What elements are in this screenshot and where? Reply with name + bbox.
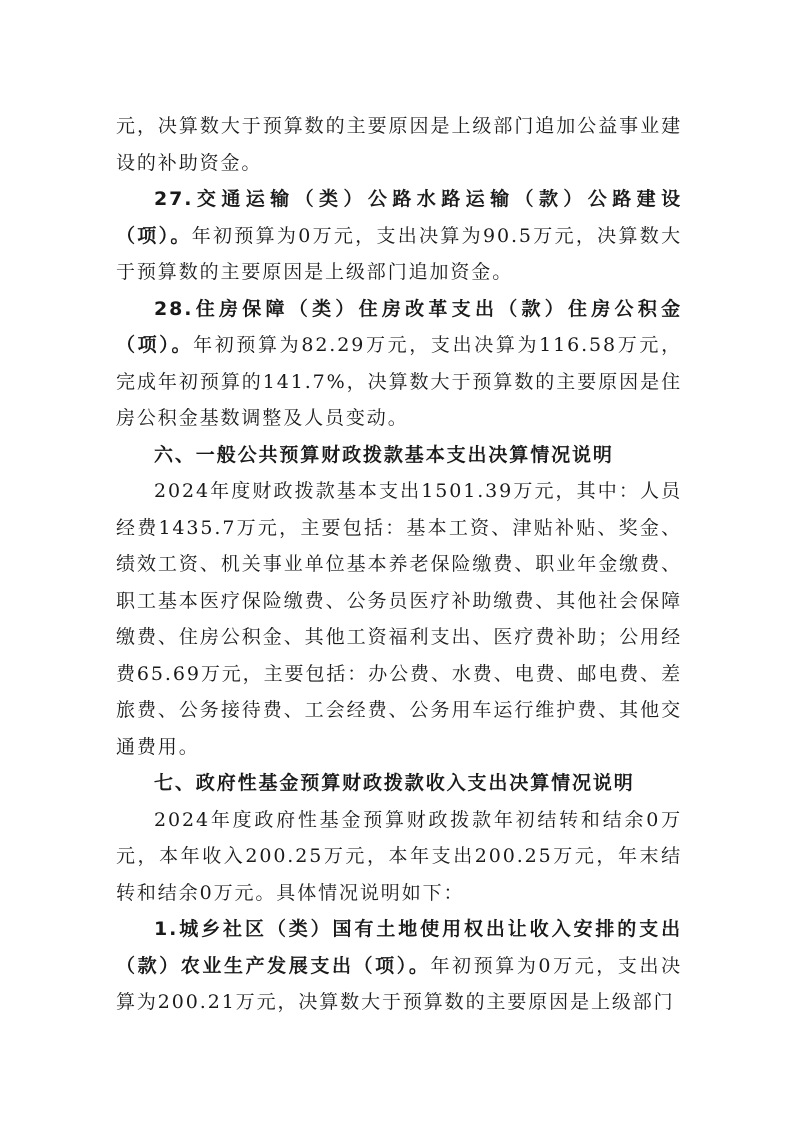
item-1-text: 年初预算为0万元，支出决算为200.21万元，决算数大于预算数的主要原因是上级部门: [116, 954, 682, 1013]
item-27-text: 年初预算为0万元，支出决算为90.5万元，决算数大于预算数的主要原因是上级部门追加资金。: [116, 224, 682, 283]
fund-budget-text: 2024年度政府性基金预算财政拨款年初结转和结余0万元，本年收入200.25万元，本年支出200.25万元，年末结转和结余0万元。具体情况说明如下：: [116, 808, 682, 904]
document-body: [116, 108, 682, 1021]
section-6-title: 六、一般公共预算财政拨款基本支出决算情况说明: [154, 443, 614, 466]
paragraph-fund-budget: [116, 802, 682, 912]
item-27-heading: 27.交通运输（类）公路水路运输（款）公路建设（项）。: [116, 188, 682, 247]
item-28-heading: 28.住房保障（类）住房改革支出（款）住房公积金（项）。: [116, 297, 682, 356]
section-heading-7: [116, 765, 682, 802]
paragraph-text: 元，决算数大于预算数的主要原因是上级部门追加公益事业建设的补助资金。: [116, 115, 682, 174]
item-1-heading: 1.城乡社区（类）国有土地使用权出让收入安排的支出（款）农业生产发展支出（项）。: [116, 918, 682, 977]
paragraph-item-28: [116, 291, 682, 437]
paragraph-item-27: [116, 181, 682, 291]
paragraph-continuation: [116, 108, 682, 181]
section-7-title: 七、政府性基金预算财政拨款收入支出决算情况说明: [154, 772, 635, 794]
paragraph-basic-expenditure: [116, 473, 682, 765]
basic-expenditure-text: 2024年度财政拨款基本支出1501.39万元，其中：人员经费1435.7万元，主要包括：基本工资、津贴补贴、奖金、绩效工资、机关事业单位基本养老保险缴费、职业年金缴费、职工基本医疗保险缴费、公务员医疗补助缴费、其他社会保障缴费、住房公积金、其他工资福利支出、医疗费补助；公用经费65.69万元，主要包括：办公费、水费、电费、邮电费、差旅费、公务接待费、工会经费、公务用车运行维护费、其他交通费用。: [116, 480, 682, 758]
paragraph-item-1: [116, 911, 682, 1021]
item-28-text: 年初预算为82.29万元，支出决算为116.58万元，完成年初预算的141.7%，决算数大于预算数的主要原因是住房公积金基数调整及人员变动。: [116, 334, 682, 429]
section-heading-6: [116, 437, 682, 474]
